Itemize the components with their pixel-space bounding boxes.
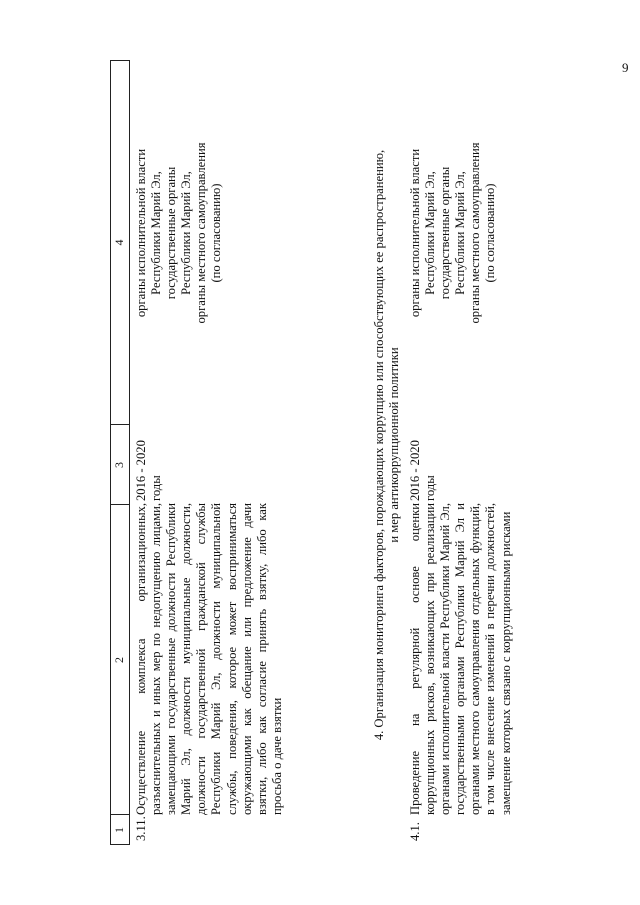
grid-line <box>110 60 130 61</box>
grid-line <box>129 60 130 845</box>
page-number: 9 <box>622 60 629 75</box>
header-col-1: 1 <box>112 827 126 833</box>
period-text: 2016 - 2020 годы <box>408 440 438 501</box>
grid-line <box>110 60 111 845</box>
grid-line <box>110 814 130 815</box>
grid-line <box>110 424 130 425</box>
action-text: Осуществление комплекса организационных, разъяснительных и иных мер по недопущению лицами, замещающими государственные должности Республики Марий Эл, должности муниципальные должности, должности государственной гражданской службы Республики Марий Эл, должности муниципальной службы, поведения, которое может восприниматься окружающими как обещание или предложение дачи взятки, либо как согласие принять взятку, либо как просьба о даче взятки <box>134 503 284 815</box>
rotated-table <box>110 60 513 845</box>
executors-text: органы исполнительной власти Республики Марий Эл, государственные органы Республики Марий Эл, органы местного самоуправления (по согласованию) <box>408 142 498 324</box>
row-number: 4.1. <box>408 822 422 841</box>
header-col-2: 2 <box>112 657 126 663</box>
header-col-3: 3 <box>112 462 126 468</box>
executors-text: органы исполнительной власти Республики Марий Эл, государственные органы Республики Марий Эл, органы местного самоуправления (по согласованию) <box>134 142 224 324</box>
row-number: 3.11. <box>134 816 148 841</box>
section-heading: 4. Организация мониторинга факторов, порождающих коррупцию или способствующих ее распространению, и мер антикоррупционной политики <box>372 149 401 741</box>
grid-line <box>110 504 130 505</box>
grid-line <box>110 844 130 845</box>
action-text: Проведение на регулярной основе оценки коррупционных рисков, возникающих при реализации органами исполнительной власти Республики Марий Эл, государственными органами Республики Марий Эл и органами местного самоуправления отдельных функций, в том числе внесение изменений в перечни должностей, замещение которых связано с коррупционными рисками <box>408 503 513 815</box>
header-col-4: 4 <box>112 239 126 246</box>
period-text: 2016 - 2020 годы <box>134 440 164 501</box>
